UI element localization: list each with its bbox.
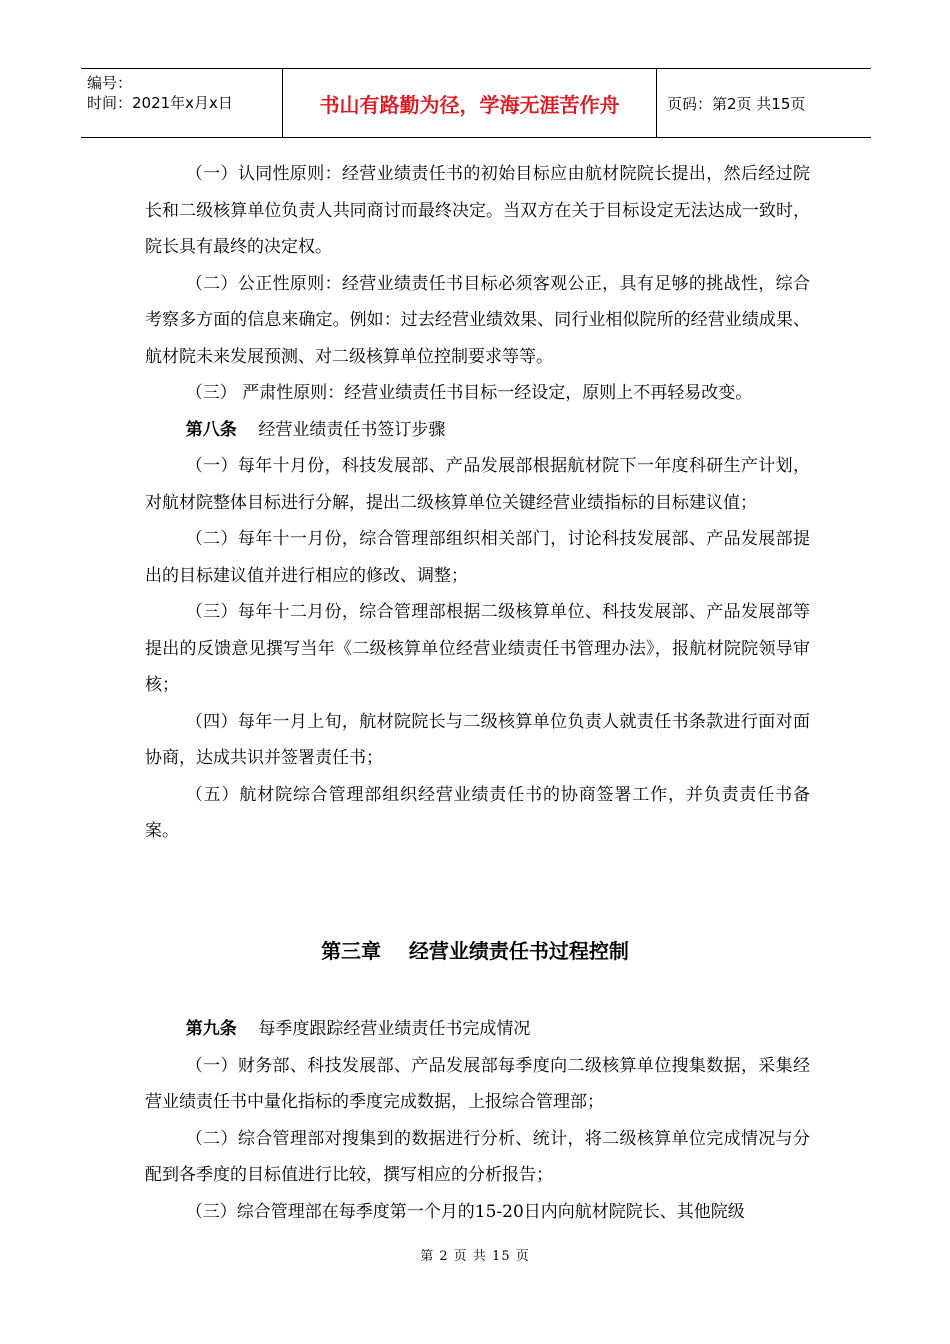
article-label: 第八条 — [185, 419, 237, 440]
paragraph: （四）每年一月上旬，航材院院长与二级核算单位负责人就责任书条款进行面对面协商，达成共识并签署责任书； — [145, 711, 810, 768]
paragraph: （一）每年十月份，科技发展部、产品发展部根据航材院下一年度科研生产计划，对航材院整体目标进行分解，提出二级核算单位关键经营业绩指标的目标建议值； — [145, 456, 810, 513]
document-body-continued — [145, 1011, 810, 1230]
time-label: 时间：2021年x月x日 — [87, 94, 233, 112]
paragraph: （三）每年十二月份，综合管理部根据二级核算单位、科技发展部、产品发展部等提出的反馈意见撰写当年《二级核算单位经营业绩责任书管理办法》，报航材院院领导审核； — [145, 602, 810, 695]
paragraph: （二）公正性原则：经营业绩责任书目标必须客观公正，具有足够的挑战性，综合考察多方面的信息来确定。例如：过去经营业绩效果、同行业相似院所的经营业绩成果、航材院未来发展预测、对二级核算单位控制要求等等。 — [145, 273, 810, 367]
article-label: 第九条 — [185, 1019, 237, 1039]
document-body — [145, 156, 810, 850]
article-title: 经营业绩责任书签订步骤 — [258, 419, 446, 440]
paragraph: （三） 严肃性原则：经营业绩责任书目标一经设定，原则上不再轻易改变。 — [185, 383, 753, 403]
paragraph: （一）财务部、科技发展部、产品发展部每季度向二级核算单位搜集数据，采集经营业绩责任书中量化指标的季度完成数据，上报综合管理部； — [145, 1055, 810, 1112]
article-heading — [145, 412, 810, 449]
article-title: 每季度跟踪经营业绩责任书完成情况 — [258, 1019, 531, 1039]
article-heading — [145, 1011, 810, 1048]
paragraph: （二）综合管理部对搜集到的数据进行分析、统计，将二级核算单位完成情况与分配到各季度的目标值进行比较，撰写相应的分析报告； — [145, 1128, 810, 1185]
paragraph: （二）每年十一月份，综合管理部组织相关部门，讨论科技发展部、产品发展部提出的目标建议值并进行相应的修改、调整； — [145, 529, 810, 586]
paragraph: （一）认同性原则：经营业绩责任书的初始目标应由航材院院长提出，然后经过院长和二级核算单位负责人共同商讨而最终决定。当双方在关于目标设定无法达成一致时，院长具有最终的决定权。 — [145, 164, 810, 257]
header-page-info: 页码：第2页 共15页 — [667, 94, 806, 113]
header-meta — [81, 69, 283, 137]
paragraph: （五）航材院综合管理部组织经营业绩责任书的协商签署工作，并负责责任书备案。 — [145, 784, 810, 841]
page-footer: 第 2 页 共 15 页 — [420, 1249, 530, 1264]
header-table — [81, 68, 871, 138]
header-motto: 书山有路勤为径，学海无涯苦作舟 — [283, 69, 657, 137]
code-label: 编号： — [87, 74, 133, 92]
chapter-title: 第三章 经营业绩责任书过程控制 — [321, 939, 629, 963]
paragraph: （三）综合管理部在每季度第一个月的15-20日内向航材院院长、其他院级 — [185, 1201, 745, 1222]
